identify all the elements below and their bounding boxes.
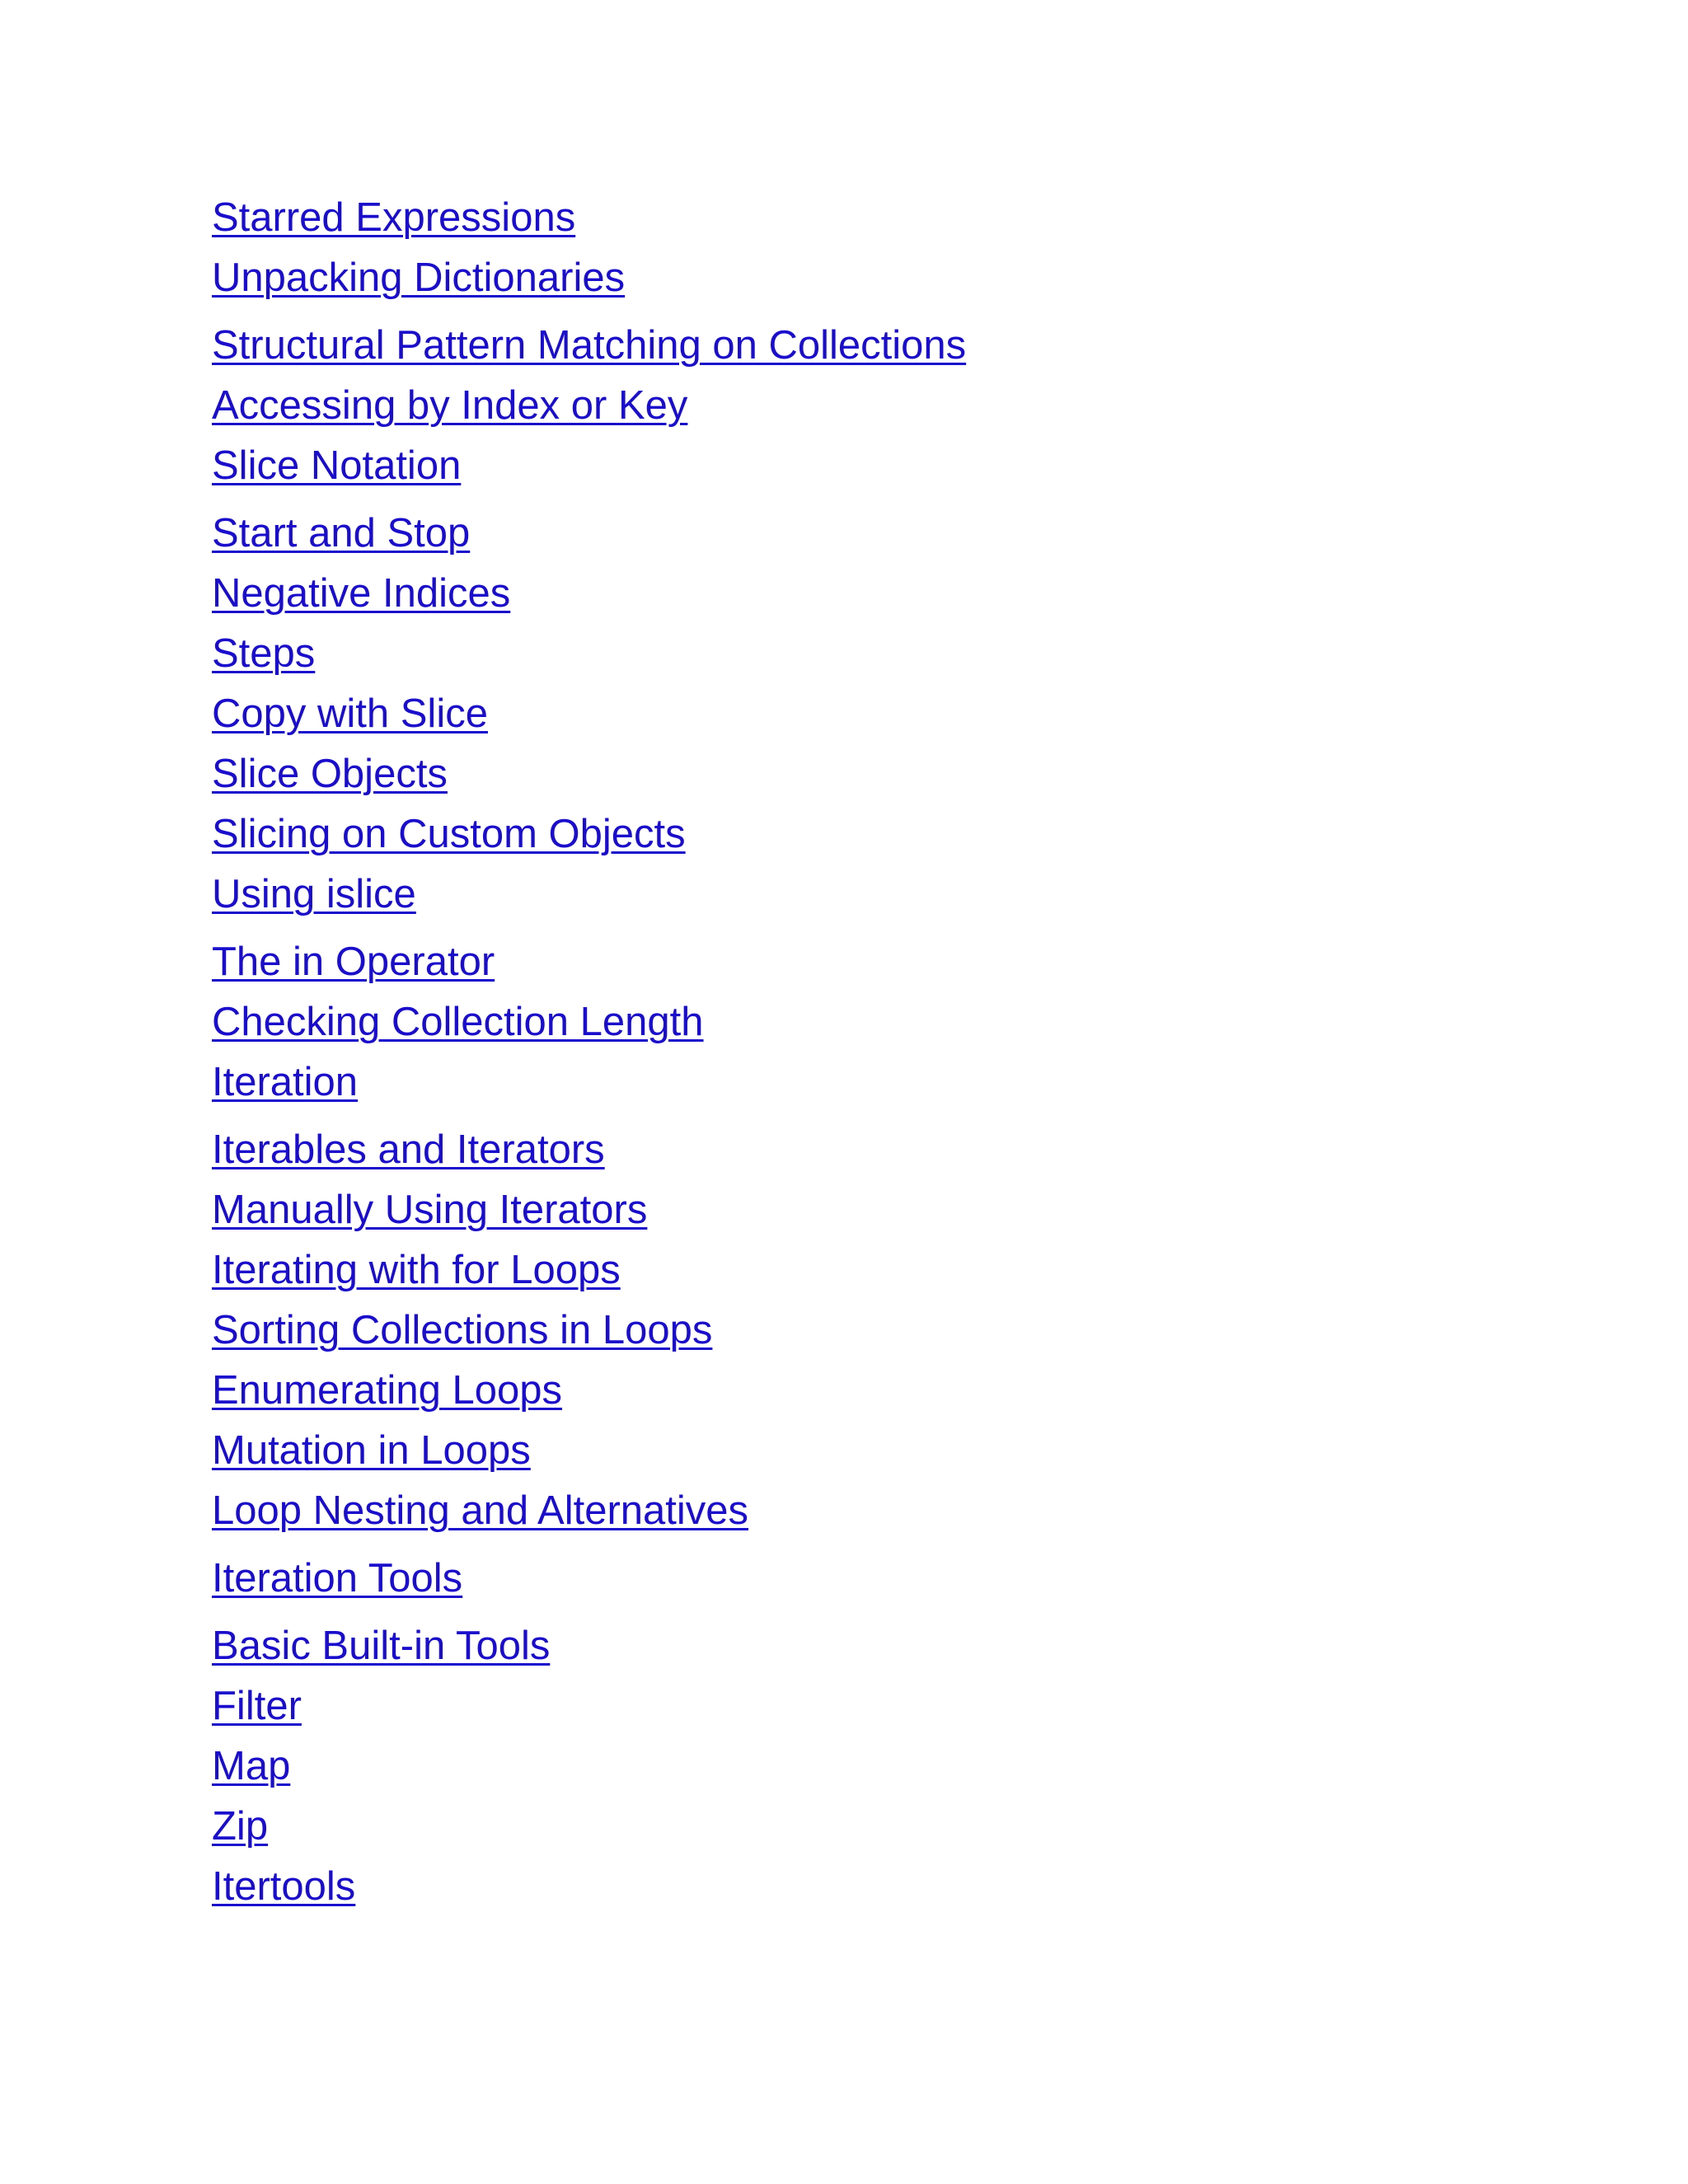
toc-link-slice-objects[interactable]: Slice Objects <box>212 752 448 796</box>
toc-entry <box>212 744 1531 804</box>
toc-entry <box>212 804 1531 865</box>
toc-entry <box>212 436 1531 496</box>
toc-link-starred-expressions[interactable]: Starred Expressions <box>212 195 576 240</box>
toc-link-structural-pattern-matching[interactable]: Structural Pattern Matching on Collections <box>212 323 967 368</box>
toc-link-unpacking-dictionaries[interactable]: Unpacking Dictionaries <box>212 255 626 300</box>
toc-entry <box>212 1549 1531 1609</box>
toc-entry <box>212 1240 1531 1301</box>
toc-link-slicing-on-custom-objects[interactable]: Slicing on Custom Objects <box>212 812 686 856</box>
toc-link-copy-with-slice[interactable]: Copy with Slice <box>212 691 488 736</box>
toc-entry <box>212 684 1531 744</box>
toc-link-manually-using-iterators[interactable]: Manually Using Iterators <box>212 1188 648 1232</box>
toc-entry <box>212 1361 1531 1421</box>
toc-entry <box>212 992 1531 1052</box>
toc-link-iterating-with-for-loops[interactable]: Iterating with for Loops <box>212 1248 621 1292</box>
toc-link-slice-notation[interactable]: Slice Notation <box>212 443 462 488</box>
toc-entry <box>212 316 1531 376</box>
toc-link-the-in-operator[interactable]: The in Operator <box>212 940 495 984</box>
toc-entry <box>212 1736 1531 1797</box>
toc-entry <box>212 1180 1531 1240</box>
toc-entry <box>212 865 1531 925</box>
toc-link-basic-built-in-tools[interactable]: Basic Built-in Tools <box>212 1624 551 1668</box>
toc-entry <box>212 932 1531 992</box>
toc-link-using-islice[interactable]: Using islice <box>212 872 416 916</box>
toc-entry <box>212 1676 1531 1736</box>
toc-link-iteration[interactable]: Iteration <box>212 1060 359 1104</box>
toc-link-map[interactable]: Map <box>212 1744 291 1788</box>
toc-entry <box>212 248 1531 308</box>
toc-entry <box>212 624 1531 684</box>
toc-entry <box>212 504 1531 564</box>
toc-entry <box>212 1421 1531 1481</box>
toc-link-filter[interactable]: Filter <box>212 1684 302 1728</box>
toc-entry <box>212 1481 1531 1541</box>
toc-entry <box>212 376 1531 436</box>
toc-entry <box>212 1857 1531 1917</box>
toc-link-iterables-and-iterators[interactable]: Iterables and Iterators <box>212 1127 605 1172</box>
toc-link-checking-collection-length[interactable]: Checking Collection Length <box>212 1000 704 1044</box>
toc-entry <box>212 1052 1531 1113</box>
toc-entry <box>212 1301 1531 1361</box>
toc-link-sorting-collections-in-loops[interactable]: Sorting Collections in Loops <box>212 1308 713 1352</box>
toc-link-negative-indices[interactable]: Negative Indices <box>212 571 511 616</box>
toc-entry <box>212 1120 1531 1180</box>
toc-link-mutation-in-loops[interactable]: Mutation in Loops <box>212 1428 531 1473</box>
toc-link-accessing-by-index-or-key[interactable]: Accessing by Index or Key <box>212 383 688 428</box>
table-of-contents <box>212 188 1531 1917</box>
toc-link-loop-nesting-and-alternatives[interactable]: Loop Nesting and Alternatives <box>212 1488 749 1533</box>
toc-link-enumerating-loops[interactable]: Enumerating Loops <box>212 1368 562 1413</box>
toc-entry <box>212 1616 1531 1676</box>
toc-entry <box>212 188 1531 248</box>
toc-link-steps[interactable]: Steps <box>212 631 316 676</box>
toc-link-start-and-stop[interactable]: Start and Stop <box>212 511 471 555</box>
toc-link-zip[interactable]: Zip <box>212 1804 269 1849</box>
toc-link-itertools[interactable]: Itertools <box>212 1864 356 1909</box>
toc-link-iteration-tools[interactable]: Iteration Tools <box>212 1556 463 1601</box>
toc-entry <box>212 564 1531 624</box>
toc-entry <box>212 1797 1531 1857</box>
